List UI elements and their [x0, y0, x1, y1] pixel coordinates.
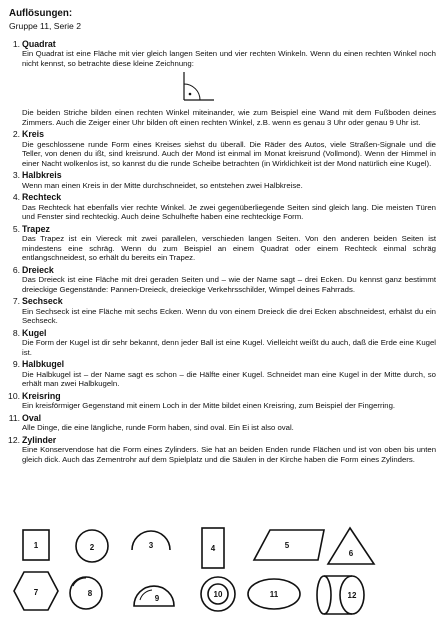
entry-number: 1. — [12, 39, 20, 49]
entry-heading: Oval — [22, 412, 42, 423]
entry-kreisring — [6, 391, 436, 411]
shape-label-5: 5 — [284, 541, 290, 550]
entry-trapez — [6, 224, 436, 263]
entry-heading: Dreieck — [22, 264, 54, 275]
entry-heading: Halbkreis — [22, 170, 62, 181]
entry-zylinder — [6, 435, 436, 464]
triangle-shape — [328, 528, 374, 564]
entry-text-continued: Die beiden Striche bilden einen rechten Winkel miteinander, wie zum Beispiel eine Wand mit dem Fußboden deines Zimmers. Auch die Zeiger einer Uhr bilden oft einen rechten Winkel, z.B. wenn es genau 3 Uhr oder genau 9 Uhr ist. — [22, 108, 436, 127]
entry-halbkreis — [6, 170, 436, 190]
entry-number: 9. — [12, 359, 20, 370]
entry-heading: Kreisring — [22, 390, 61, 401]
shape-label-4: 4 — [210, 544, 216, 553]
entry-text: Die Form der Kugel ist dir sehr bekannt, denn jeder Ball ist eine Kugel. Vielleicht weißt du auch, daß die Erde eine Kugel ist. — [22, 338, 436, 357]
page-subtitle: Gruppe 11, Serie 2 — [9, 21, 81, 31]
shape-label-7: 7 — [33, 588, 39, 597]
entry-kreis — [6, 129, 436, 168]
entry-halbkugel — [6, 359, 436, 388]
sphere-shape — [70, 577, 102, 609]
shape-label-8: 8 — [87, 589, 93, 598]
answers-list — [6, 39, 436, 466]
entry-number: 8. — [12, 327, 20, 338]
entry-text: Das Trapez ist ein Viereck mit zwei parallelen, verschieden langen Seiten. Von den anderen beiden Seiten ist mindestens eine schräg. Wenn du zum Beispiel an einem Quadrat oder einem Rechteck einmal schräg entlangschneidest, so erhält du bereits ein Trapez. — [22, 234, 436, 263]
shape-label-2: 2 — [89, 543, 95, 552]
entry-number: 7. — [12, 296, 20, 307]
entry-number: 12. — [8, 434, 20, 445]
entry-number: 6. — [12, 264, 20, 275]
entry-heading: Kreis — [22, 129, 45, 140]
entry-text: Ein kreisförmiger Gegenstand mit einem Loch in der Mitte bildet einen Kreisring, zum Beispiel der Fingerring. — [22, 401, 396, 411]
entry-oval — [6, 413, 436, 433]
entry-heading: Trapez — [22, 223, 50, 234]
entry-number: 4. — [12, 192, 20, 203]
right-angle-figure — [22, 68, 436, 108]
entry-text: Alle Dinge, die eine längliche, runde Form haben, sind oval. Ein Ei ist also oval. — [22, 423, 294, 433]
shape-label-3: 3 — [148, 541, 154, 550]
entry-number: 10. — [8, 390, 20, 401]
entry-number: 2. — [12, 129, 20, 140]
shapes-drawing — [0, 526, 441, 636]
entry-heading: Kugel — [22, 327, 47, 338]
entry-heading: Rechteck — [22, 192, 62, 203]
entry-text: Das Rechteck hat ebenfalls vier rechte Winkel. Je zwei gegenüberliegende Seiten sind gleich lang. Die meisten Türen und Fenster sind rechteckig. Auch deine Schulhefte haben eine rechteckige Form. — [22, 202, 436, 222]
entry-text: Eine Konservendose hat die Form eines Zylinders. Sie hat an beiden Enden runde Flächen und ist von oben bis unten gleich dick. Auch das Zementrohr auf dem Spielplatz und die Säulen in der Kirche haben die Form eines Zylinders. — [22, 445, 436, 464]
entry-dreieck — [6, 265, 436, 294]
entry-text: Das Dreieck ist eine Fläche mit drei geraden Seiten und – wie der Name sagt – drei Ecken. Du kennst ganz bestimmt dreieckige Gegenstände: Pannen-Dreieck, dreieckige Verkehrsschilder, Wimpel deines Fahrrads. — [22, 275, 436, 294]
shapes-figure — [0, 526, 441, 636]
page-title: Auflösungen: — [9, 8, 73, 19]
entry-kugel — [6, 328, 436, 357]
entry-heading: Quadrat — [22, 39, 56, 49]
right-angle-drawing — [178, 70, 218, 106]
entry-text: Die Halbkugel ist – der Name sagt es schon – die Hälfte einer Kugel. Schneidet man eine Kugel in der Mitte durch, so erhält man zwei Halbkugeln. — [22, 369, 436, 389]
entry-text: Die geschlossene runde Form eines Kreises siehst du überall. Die Räder des Autos, viele Straßen-Signale und die Teller, von denen du ißt, sind kreisrund. Auch der Mond ist einmal im Monat kreisrund (Vollmond). Wenn der Himmel in einer Nacht wolkenlos ist, so kannst du die runde Scheibe betrachten (in Wirklichkeit ist der Mond natürlich eine Kugel). — [22, 139, 436, 168]
entry-number: 3. — [12, 170, 20, 181]
entry-number: 11. — [8, 412, 20, 423]
shape-label-11: 11 — [269, 590, 279, 599]
shape-label-9: 9 — [154, 594, 160, 603]
entry-quadrat — [6, 39, 436, 127]
entry-sechseck — [6, 296, 436, 325]
entry-heading: Sechseck — [22, 296, 63, 307]
shape-label-12: 12 — [347, 591, 357, 600]
entry-rechteck — [6, 192, 436, 221]
shape-label-6: 6 — [348, 549, 354, 558]
entry-heading: Halbkugel — [22, 359, 65, 370]
entry-text: Wenn man einen Kreis in der Mitte durchschneidet, so entstehen zwei Halbkreise. — [22, 180, 303, 190]
entry-heading: Zylinder — [22, 434, 57, 445]
entry-text: Ein Sechseck ist eine Fläche mit sechs Ecken. Wenn du von einem Dreieck die drei Ecken abschneidest, erhälst du ein Sechseck. — [22, 306, 436, 326]
entry-text: Ein Quadrat ist eine Fläche mit vier gleich langen Seiten und vier rechten Winkeln. Wenn du einen rechten Winkel noch nicht kennst, so betrachte diese kleine Zeichnung: — [22, 49, 436, 68]
shape-label-1: 1 — [33, 541, 39, 550]
entry-number: 5. — [12, 223, 20, 234]
shape-label-10: 10 — [213, 590, 223, 599]
